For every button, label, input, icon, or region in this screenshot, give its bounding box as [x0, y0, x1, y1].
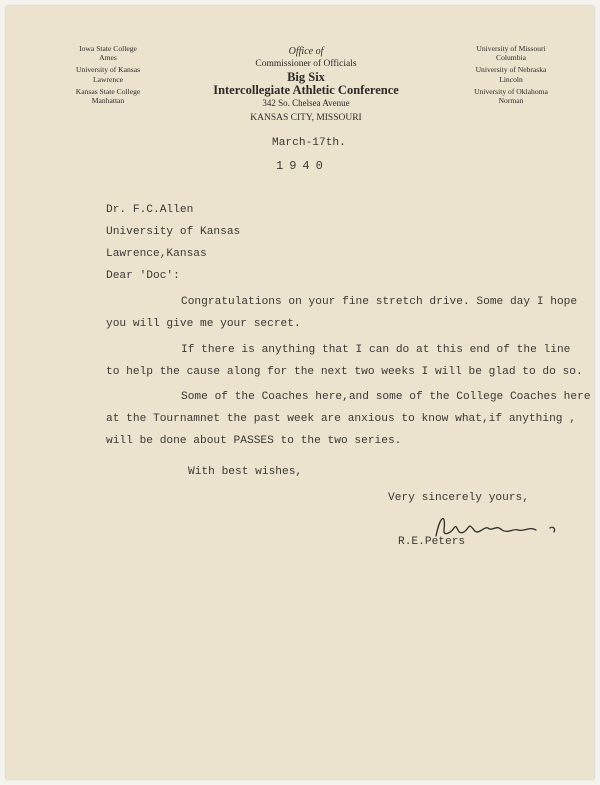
school-city: Manhattan — [91, 96, 125, 106]
body-line: you will give me your secret. — [106, 318, 301, 330]
school-entry — [48, 65, 168, 83]
school-city: Norman — [498, 96, 524, 106]
school-name: University of Oklahoma — [474, 86, 548, 96]
body-line: Congratulations on your fine stretch drive. Some day I hope — [181, 296, 578, 308]
school-name: University of Kansas — [75, 65, 141, 75]
school-name: Iowa State College — [79, 44, 137, 53]
body-line: to help the cause along for the next two weeks I will be glad to do so. — [106, 366, 583, 378]
school-name: University of Nebraska — [475, 65, 547, 75]
school-city: Lawrence — [93, 74, 123, 84]
school-city: Columbia — [496, 53, 526, 63]
closing-wishes: With best wishes, — [188, 466, 303, 478]
school-entry — [436, 65, 586, 83]
school-entry — [436, 44, 586, 62]
commissioner-label: Commissioner of Officials — [255, 59, 357, 69]
letter-date: March-17th. — [272, 137, 346, 149]
letter-sheet — [6, 6, 594, 779]
school-name: Kansas State College — [75, 86, 141, 96]
letterhead-left-schools — [48, 44, 168, 108]
recipient-name: Dr. F.C.Allen — [106, 204, 194, 216]
body-line: will be done about PASSES to the two series. — [106, 435, 402, 447]
letterhead-center — [186, 46, 426, 124]
street-address: 342 So. Chelsea Avenue — [262, 98, 350, 108]
closing-valediction: Very sincerely yours, — [388, 492, 529, 504]
body-line: Some of the Coaches here,and some of the College Coaches here — [181, 391, 591, 403]
school-entry — [436, 87, 586, 105]
recipient-city: Lawrence,Kansas — [106, 248, 207, 260]
body-line: If there is anything that I can do at this end of the line — [181, 344, 571, 356]
typed-signature: R.E.Peters — [398, 536, 466, 548]
city-address: KANSAS CITY, MISSOURI — [250, 113, 362, 123]
school-entry — [48, 87, 168, 105]
letter-year: 1940 — [276, 159, 329, 173]
big-six-title: Big Six — [287, 70, 325, 84]
letterhead-right-schools — [436, 44, 586, 108]
school-city: Lincoln — [499, 74, 523, 84]
recipient-organization: University of Kansas — [106, 226, 241, 238]
conference-title: Intercollegiate Athletic Conference — [213, 83, 399, 97]
school-city: Ames — [99, 53, 117, 63]
salutation: Dear 'Doc': — [106, 270, 180, 282]
office-of-label: Office of — [288, 46, 324, 57]
body-line: at the Tournamnet the past week are anxious to know what,if anything , — [106, 413, 576, 425]
school-name: University of Missouri — [476, 44, 546, 53]
school-entry — [48, 44, 168, 62]
